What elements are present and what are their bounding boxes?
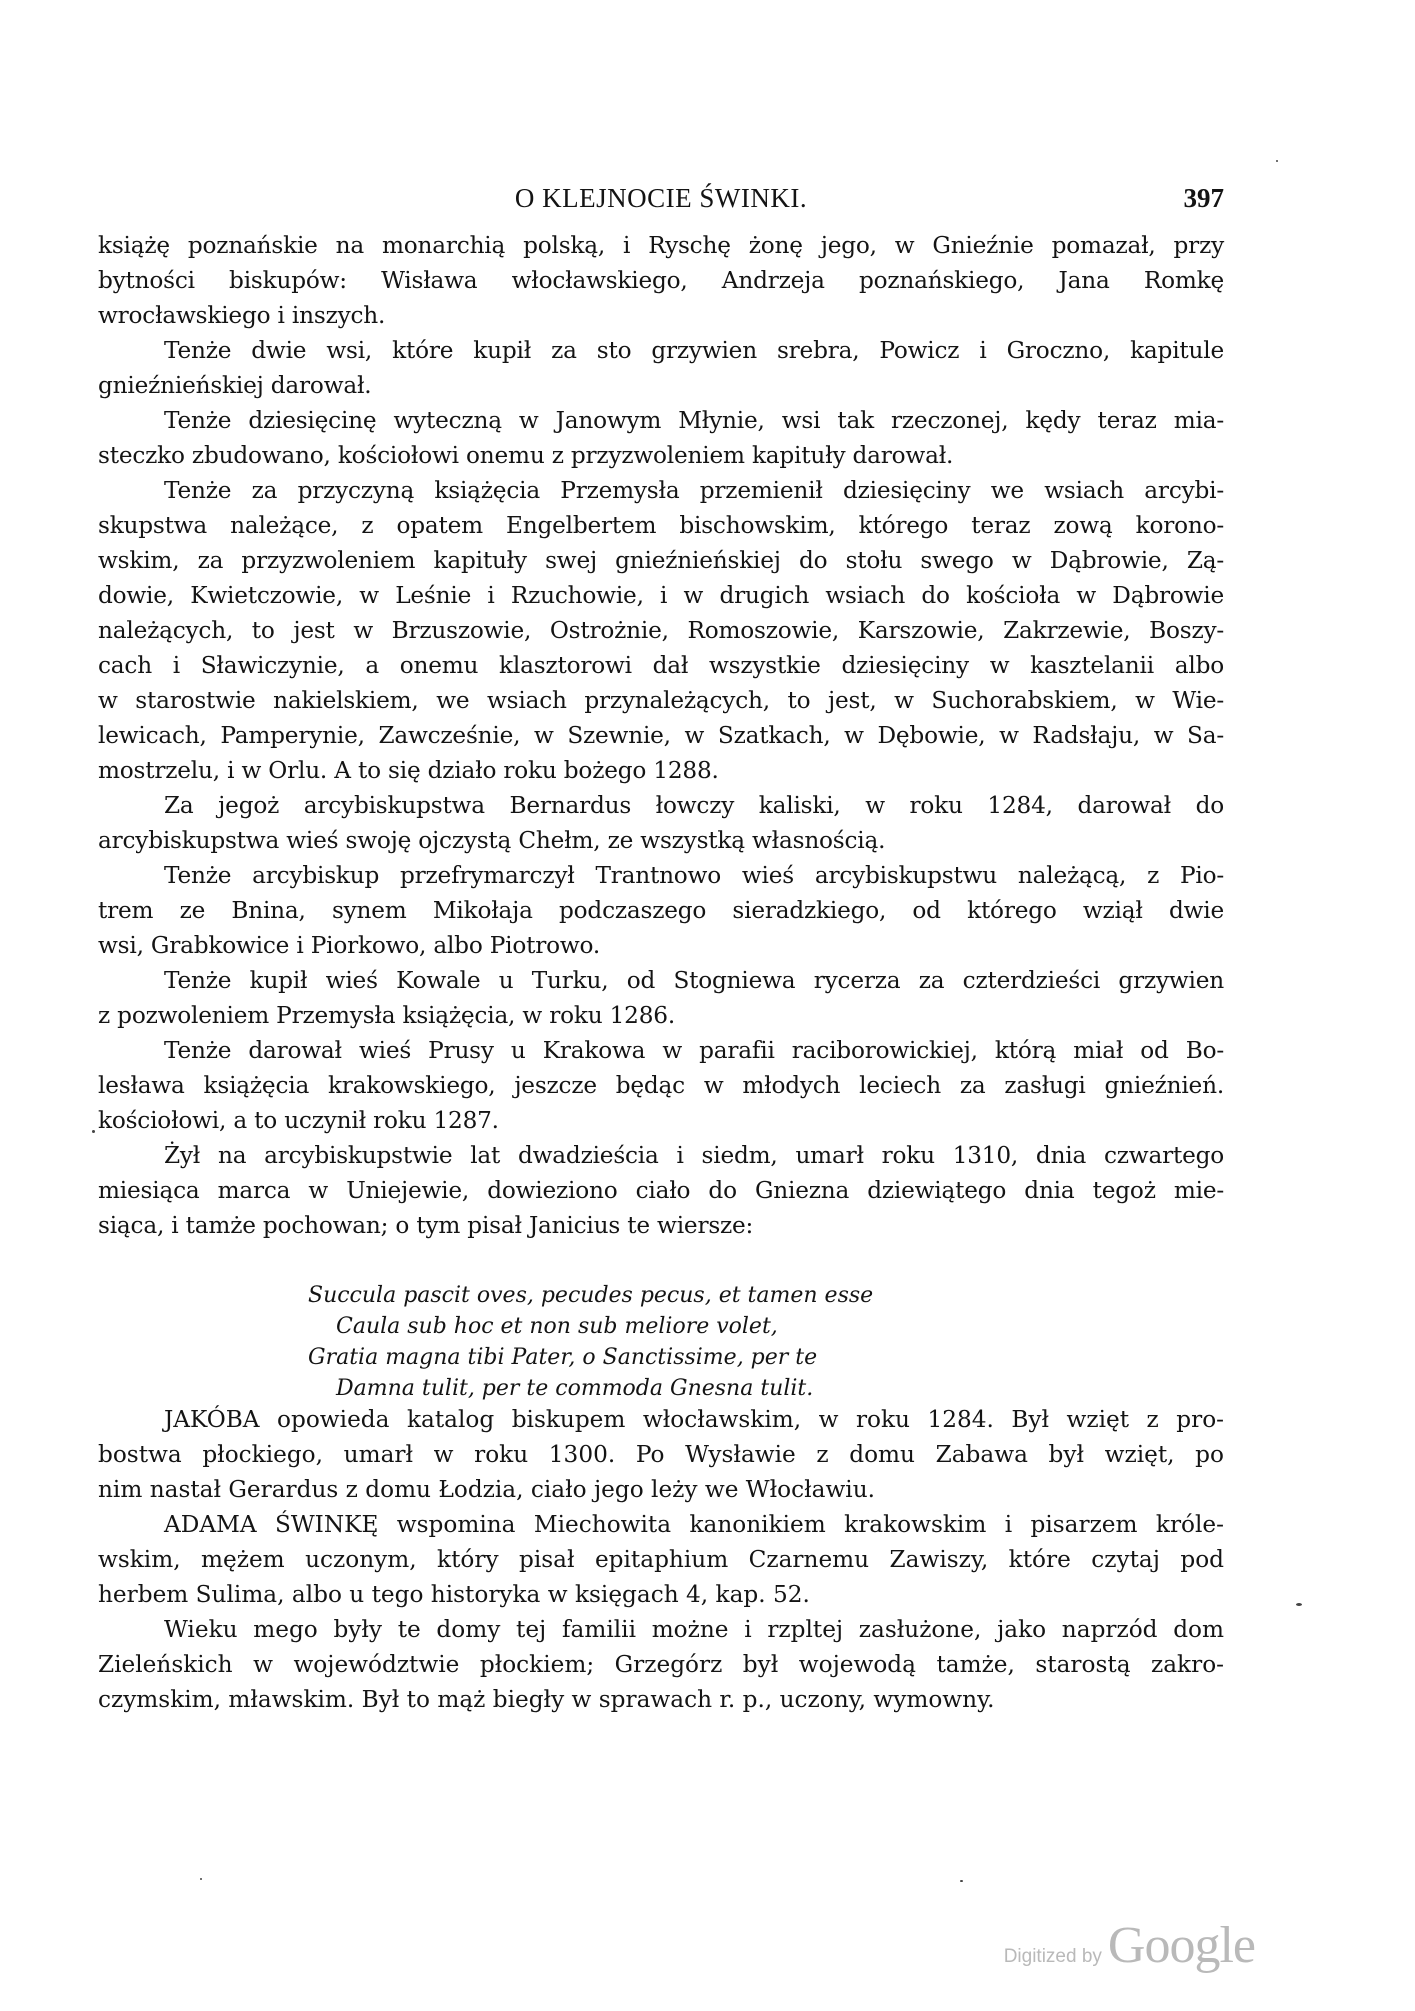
latin-verse bbox=[308, 1280, 873, 1404]
text-line: należących, to jest w Brzuszowie, Ostrożnie, Romoszowie, Karszowie, Zakrzewie, Boszy- bbox=[98, 617, 1224, 644]
verse-line: Caula sub hoc et non sub meliore volet, bbox=[336, 1314, 778, 1339]
text-line: czymskim, mławskim. Był to mąż biegły w sprawach r. p., uczony, wymowny. bbox=[98, 1686, 995, 1713]
main-text-top bbox=[98, 228, 1224, 1243]
text-line: siąca, i tamże pochowan; o tym pisał Janicius te wiersze: bbox=[98, 1212, 754, 1239]
verse-line: Succula pascit oves, pecudes pecus, et tamen esse bbox=[308, 1283, 874, 1308]
text-line: kościołowi, a to uczynił roku 1287. bbox=[98, 1107, 499, 1134]
digitized-watermark bbox=[1004, 1916, 1255, 1975]
text-line: dowie, Kwietczowie, w Leśnie i Rzuchowie, i w drugich wsiach do kościoła w Dąbrowie bbox=[98, 582, 1224, 609]
text-line: skupstwa należące, z opatem Engelbertem bischowskim, którego teraz zową korono- bbox=[98, 512, 1224, 539]
text-line: Tenże arcybiskup przefrymarczył Trantnowo wieś arcybiskupstwu należącą, z Pio- bbox=[164, 862, 1224, 889]
text-line: mostrzelu, i w Orlu. A to się działo roku bożego 1288. bbox=[98, 757, 719, 784]
scan-speck bbox=[200, 1878, 202, 1880]
text-line: Tenże dziesięcinę wyteczną w Janowym Młynie, wsi tak rzeczonej, kędy teraz mia- bbox=[164, 407, 1224, 434]
text-line: wskim, mężem uczonym, który pisał epitaphium Czarnemu Zawiszy, które czytaj pod bbox=[98, 1546, 1224, 1573]
text-line: JAKÓBA opowieda katalog biskupem włocławskim, w roku 1284. Był wzięt z pro- bbox=[164, 1406, 1224, 1433]
text-line: Tenże dwie wsi, które kupił za sto grzywien srebra, Powicz i Groczno, kapitule bbox=[164, 337, 1224, 364]
text-line: Tenże kupił wieś Kowale u Turku, od Stogniewa rycerza za czterdzieści grzywien bbox=[164, 967, 1224, 994]
verse-line: Damna tulit, per te commoda Gnesna tulit. bbox=[336, 1376, 814, 1401]
text-line: wsi, Grabkowice i Piorkowo, albo Piotrowo. bbox=[98, 932, 601, 959]
text-line: wskim, za przyzwoleniem kapituły swej gnieźnieńskiej do stołu swego w Dąbrowie, Zą- bbox=[98, 547, 1224, 574]
text-line: Za jegoż arcybiskupstwa Bernardus łowczy kaliski, w roku 1284, darował do bbox=[164, 792, 1224, 819]
scan-speck bbox=[92, 1130, 95, 1133]
text-line: bytności biskupów: Wisława włocławskiego, Andrzeja poznańskiego, Jana Romkę bbox=[98, 267, 1224, 294]
text-line: ADAMA ŚWINKĘ wspomina Miechowita kanonikiem krakowskim i pisarzem króle- bbox=[164, 1511, 1224, 1538]
verse-line: Gratia magna tibi Pater, o Sanctissime, per te bbox=[308, 1345, 818, 1370]
text-line: Tenże za przyczyną książęcia Przemysła przemienił dziesięciny we wsiach arcybi- bbox=[164, 477, 1224, 504]
text-line: gnieźnieńskiej darował. bbox=[98, 372, 372, 399]
text-line: herbem Sulima, albo u tego historyka w księgach 4, kap. 52. bbox=[98, 1581, 810, 1608]
text-line: lewicach, Pamperynie, Zawcześnie, w Szewnie, w Szatkach, w Dębowie, w Radsłaju, w Sa- bbox=[98, 722, 1224, 749]
text-line: cach i Sławiczynie, a onemu klasztorowi dał wszystkie dziesięciny w kasztelanii albo bbox=[98, 652, 1224, 679]
text-line: Wieku mego były te domy tej familii możne i rzpltej zasłużone, jako naprzód dom bbox=[164, 1616, 1224, 1643]
scan-speck bbox=[960, 1880, 963, 1882]
text-line: miesiąca marca w Uniejewie, dowieziono ciało do Gniezna dziewiątego dnia tegoż mie- bbox=[98, 1177, 1224, 1204]
page-header bbox=[98, 183, 1224, 217]
text-line: wrocławskiego i inszych. bbox=[98, 302, 386, 329]
scan-speck bbox=[1276, 160, 1278, 162]
google-logo: Google bbox=[1107, 1917, 1255, 1974]
text-line: trem ze Bnina, synem Mikołaja podczaszego sieradzkiego, od którego wziął dwie bbox=[98, 897, 1224, 924]
text-line: nim nastał Gerardus z domu Łodzia, ciało jego leży we Włocławiu. bbox=[98, 1476, 876, 1503]
running-title: O KLEJNOCIE ŚWINKI. bbox=[514, 183, 808, 213]
text-line: w starostwie nakielskiem, we wsiach przynależących, to jest, w Suchorabskiem, w Wie- bbox=[98, 687, 1224, 714]
text-line: z pozwoleniem Przemysła książęcia, w roku 1286. bbox=[98, 1002, 676, 1029]
text-line: steczko zbudowano, kościołowi onemu z przyzwoleniem kapituły darował. bbox=[98, 442, 954, 469]
text-line: lesława książęcia krakowskiego, jeszcze będąc w młodych leciech za zasługi gnieźnień. bbox=[98, 1072, 1224, 1099]
text-line: książę poznańskie na monarchią polską, i Ryschę żonę jego, w Gnieźnie pomazał, przy bbox=[98, 232, 1224, 259]
scan-speck bbox=[1296, 1603, 1302, 1606]
text-line: Tenże darował wieś Prusy u Krakowa w parafii raciborowickiej, którą miał od Bo- bbox=[164, 1037, 1224, 1064]
text-line: bostwa płockiego, umarł w roku 1300. Po Wysławie z domu Zabawa był wzięt, po bbox=[98, 1441, 1224, 1468]
main-text-bottom bbox=[98, 1402, 1224, 1717]
digitized-by-label: Digitized by bbox=[1003, 1946, 1102, 1967]
text-line: Zieleńskich w województwie płockiem; Grzegórz był wojewodą tamże, starostą zakro- bbox=[98, 1651, 1224, 1678]
text-line: Żył na arcybiskupstwie lat dwadzieścia i siedm, umarł roku 1310, dnia czwartego bbox=[164, 1142, 1224, 1169]
text-line: arcybiskupstwa wieś swoję ojczystą Chełm, ze wszystką własnością. bbox=[98, 827, 886, 854]
page-number: 397 bbox=[1183, 183, 1224, 213]
